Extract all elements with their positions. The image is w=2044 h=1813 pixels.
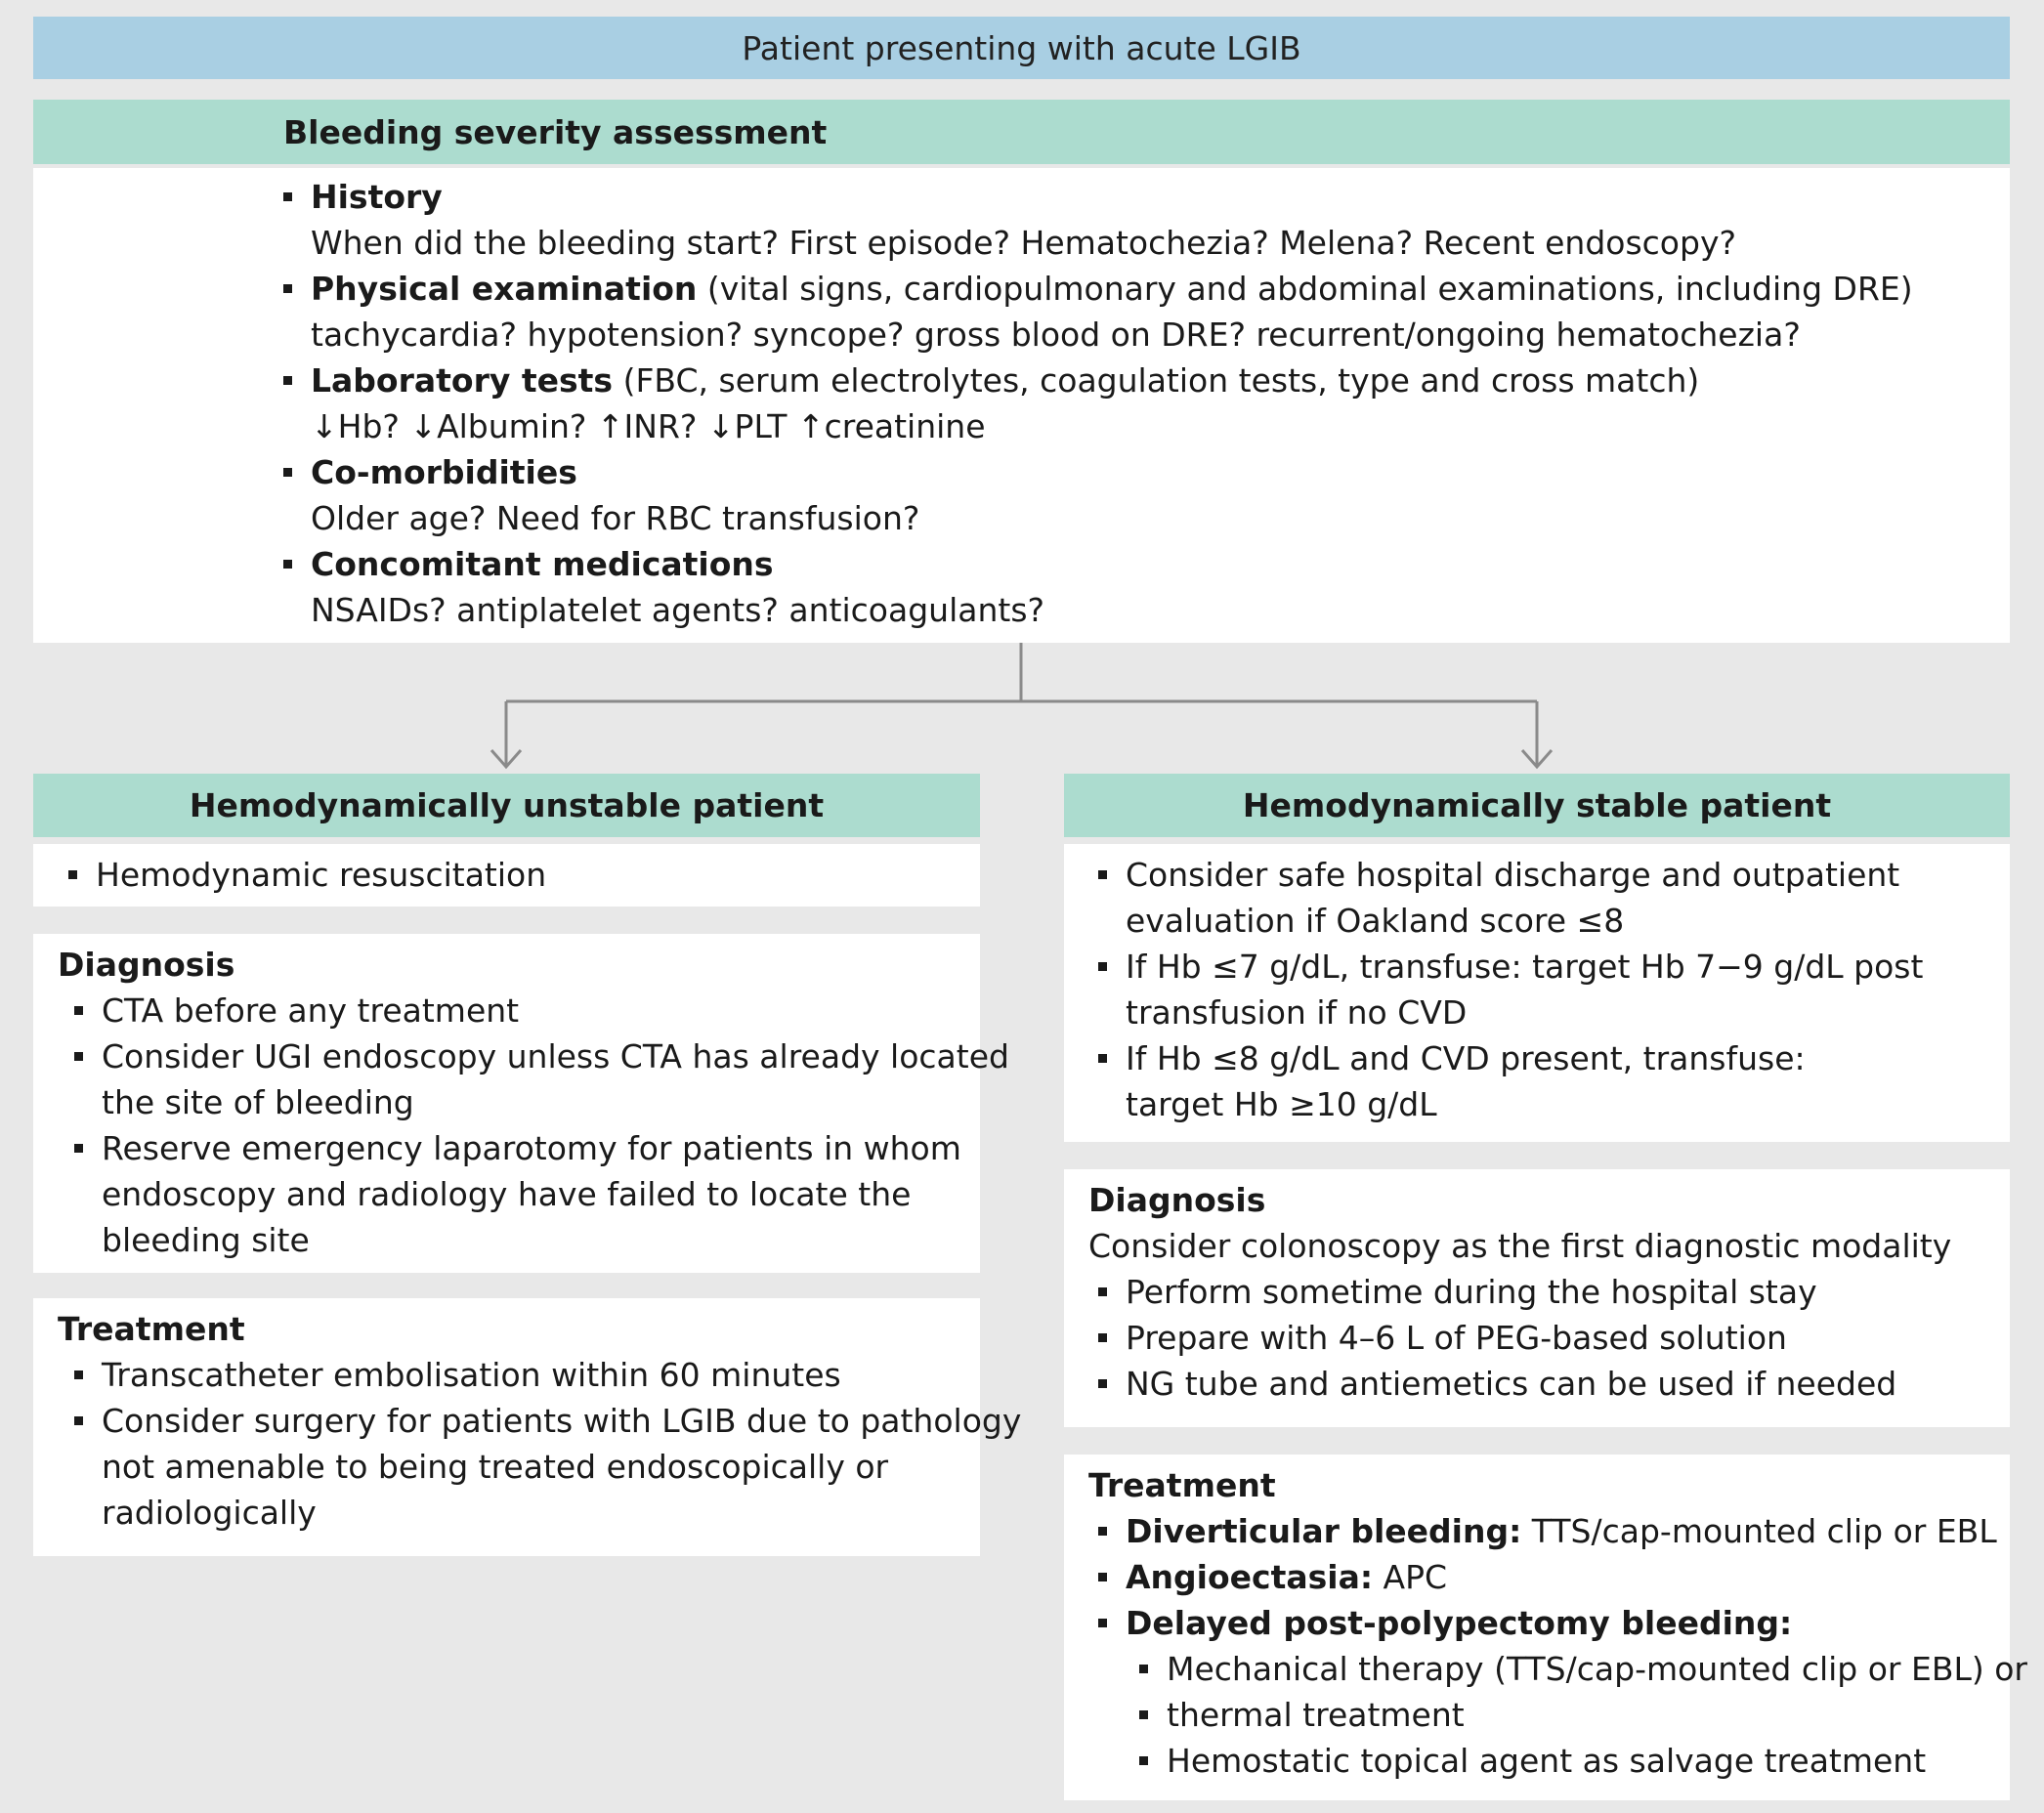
unstable-diagnosis-item: Reserve emergency laparotomy for patients in whom xyxy=(102,1125,980,1171)
unstable-treatment-item: Transcatheter embolisation within 60 minutes xyxy=(102,1352,980,1398)
stable-treatment-title: Treatment xyxy=(1088,1466,1276,1504)
stable-diagnosis-item: NG tube and antiemetics can be used if needed xyxy=(1126,1361,2010,1407)
unstable-diagnosis xyxy=(33,934,1009,1273)
branch-connector xyxy=(0,0,2044,781)
stable-treatment-item: Delayed post-polypectomy bleeding: xyxy=(1126,1600,2010,1646)
stable-diagnosis-item: Prepare with 4–6 L of PEG-based solution xyxy=(1126,1315,2010,1361)
unstable-diagnosis-item: CTA before any treatment xyxy=(102,988,980,1033)
stable-initial-item-cont: evaluation if Oakland score ≤8 xyxy=(1126,902,1625,940)
assessment-title: Bleeding severity assessment xyxy=(283,112,828,151)
assessment-item: Co-morbidities xyxy=(311,449,2010,495)
stable-initial-item: Consider safe hospital discharge and outpatient xyxy=(1126,852,2010,898)
stable-treatment-item: Diverticular bleeding: TTS/cap-mounted clip or EBL xyxy=(1126,1508,2010,1554)
stable-diagnosis-item: Perform sometime during the hospital stay xyxy=(1126,1269,2010,1315)
unstable-diagnosis-item-cont: the site of bleeding xyxy=(102,1083,414,1121)
assessment-detail: tachycardia? hypotension? syncope? gross blood on DRE? recurrent/ongoing hematochezia? xyxy=(311,316,1801,354)
assessment-detail: Older age? Need for RBC transfusion? xyxy=(311,499,920,537)
stable-treatment-subitem: Hemostatic topical agent as salvage treatment xyxy=(1167,1738,2010,1784)
stable-diagnosis xyxy=(1064,1169,2010,1427)
assessment-item: Physical examination (vital signs, cardiopulmonary and abdominal examinations, including DRE) xyxy=(311,266,2010,312)
stable-treatment-item: Angioectasia: APC xyxy=(1126,1554,2010,1600)
assessment-detail: ↓Hb? ↓Albumin? ↑INR? ↓PLT ↑creatinine xyxy=(311,407,986,445)
stable-initial-item-cont: target Hb ≥10 g/dL xyxy=(1126,1085,1437,1123)
unstable-diagnosis-item: Consider UGI endoscopy unless CTA has already located xyxy=(102,1033,980,1079)
stable-treatment-subitem: thermal treatment xyxy=(1167,1692,2010,1738)
stable-initial-item-cont: transfusion if no CVD xyxy=(1126,993,1468,1032)
unstable-initial-item: Hemodynamic resuscitation xyxy=(96,852,980,898)
unstable-title: Hemodynamically unstable patient xyxy=(189,786,825,824)
stable-title: Hemodynamically stable patient xyxy=(1242,786,1832,824)
stable-initial-item: If Hb ≤7 g/dL, transfuse: target Hb 7−9 g/dL post xyxy=(1126,944,2010,990)
unstable-diagnosis-title: Diagnosis xyxy=(58,946,235,984)
unstable-diagnosis-item-cont: bleeding site xyxy=(102,1221,310,1259)
unstable-treatment xyxy=(33,1298,1022,1556)
assessment-item: Concomitant medications xyxy=(311,541,2010,587)
unstable-treatment-item-cont: not amenable to being treated endoscopically or xyxy=(102,1448,889,1486)
stable-treatment-subitem: Mechanical therapy (TTS/cap-mounted clip or EBL) or xyxy=(1167,1646,2010,1692)
unstable-diagnosis-item-cont: endoscopy and radiology have failed to locate the xyxy=(102,1175,912,1213)
assessment-detail: NSAIDs? antiplatelet agents? anticoagulants? xyxy=(311,591,1045,629)
assessment-item: Laboratory tests (FBC, serum electrolytes, coagulation tests, type and cross match) xyxy=(311,358,2010,403)
unstable-treatment-item: Consider surgery for patients with LGIB due to pathology xyxy=(102,1398,980,1444)
stable-initial xyxy=(1064,844,2010,1142)
unstable-header xyxy=(33,774,980,837)
stable-diagnosis-intro: Consider colonoscopy as the first diagnostic modality xyxy=(1088,1227,1952,1265)
unstable-treatment-item-cont: radiologically xyxy=(102,1494,317,1532)
stable-initial-item: If Hb ≤8 g/dL and CVD present, transfuse: xyxy=(1126,1035,2010,1081)
unstable-treatment-title: Treatment xyxy=(58,1310,245,1348)
stable-diagnosis-title: Diagnosis xyxy=(1088,1181,1266,1219)
stable-treatment xyxy=(1064,1455,2027,1800)
unstable-initial xyxy=(33,844,980,906)
assessment-detail: When did the bleeding start? First episode? Hematochezia? Melena? Recent endoscopy? xyxy=(311,224,1736,262)
stable-header xyxy=(1064,774,2010,837)
top-box-label: Patient presenting with acute LGIB xyxy=(742,28,1301,67)
assessment-item: History xyxy=(311,174,2010,220)
